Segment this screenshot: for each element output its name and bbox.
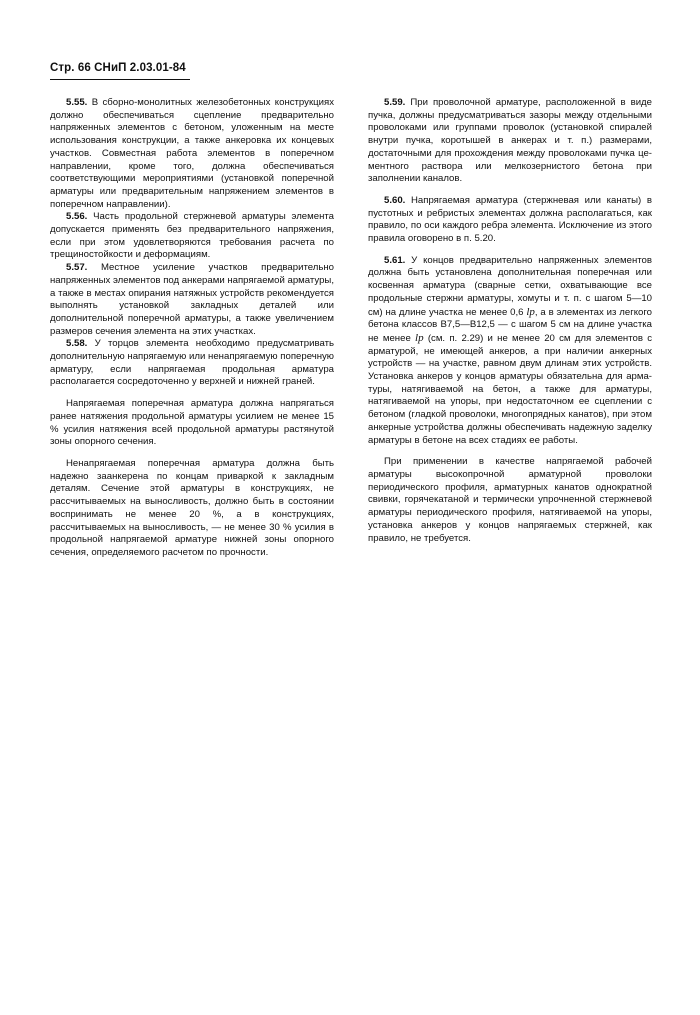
clause-text: В сборно-монолитных железобетонных конструкциях должно обеспечиваться сцепление предварительно напряженных элементов с бетоном, уложенным на месте использования конструкции, а также анкеровка их концевых участков. Совместная работа элементов в поперечном направлении, кроме того, должна обеспечиваться соответствующими мероприятиями (установкой поперечной арматуры или предварительным напряжением элементов в поперечном направлении). bbox=[50, 97, 334, 210]
paragraph-text: Ненапрягаемая поперечная арматура должна быть надежно заанкерена по концам приваркой к закладным деталям. Сечение этой арматуры в конструкциях, не рассчитываемых на выносливость, должно быть в состоянии воспринимать не менее 20 %, а в конструкциях, рассчитываемых на выносливость, — не менее 30 % усилия в продольной напрягаемой арматуре нижней зоны опорного сечения, определяемого расчетом по прочности. bbox=[50, 457, 334, 558]
clause-text: Напрягаемая арматура (стержневая или канаты) в пустотных и ребристых элементах должна располагаться, как правило, по оси каждого ребра элемента. Исключение из этого правила оговорено в п. 5.20. bbox=[368, 194, 652, 245]
clause-5-58 bbox=[50, 338, 334, 389]
clause-5-59 bbox=[368, 97, 652, 186]
header-underline bbox=[50, 79, 190, 80]
clause-number: 5.58. bbox=[66, 338, 88, 350]
clause-number: 5.57. bbox=[66, 262, 88, 274]
variable-lp: lp bbox=[415, 331, 424, 344]
clause-text-a: У концов предварительно напряженных элементов должна быть установлена дополнительная поперечная или косвенная арматура (сварные сетки, охватывающие все продольные стержни арматуры, хомуты и т. п. с шагом 5—10 см) на длине участка не менее 0,6 bbox=[368, 254, 652, 318]
page-header: Стр. 66 СНиП 2.03.01-84 bbox=[50, 62, 186, 74]
paragraph-nonprestressed-transverse bbox=[50, 458, 334, 560]
clause-number: 5.56. bbox=[66, 211, 88, 223]
clause-text-c: (см. п. 2.29) и не менее 20 см для элементов с арматурой, не имеющей анкеров, а при наличии анкерных устройств — на участке, равном двум длинам этих устройств. Установка анкеров у концов арматуры обязательна для арматуры, натягиваемой на бетон, а также для арматуры, натягиваемой на упоры, при недостаточном ее сцеплении с бетоном (гладкой проволоки, многопрядных канатов), при этом анкерные устройства должны обеспечивать надежную заделку арматуры в бетоне на всех стадиях ее работы. bbox=[368, 332, 652, 446]
clause-text: Часть продольной стержневой арматуры элемента допускается применять без предварительного напряжения, если при этом удовлетворяются требования расчета по трещиностойкости и деформациям. bbox=[50, 211, 334, 261]
left-column bbox=[50, 97, 334, 560]
clause-5-60 bbox=[368, 195, 652, 246]
clause-number: 5.61. bbox=[384, 254, 406, 266]
paragraph-prestressed-transverse bbox=[50, 398, 334, 449]
clause-5-57 bbox=[50, 262, 334, 338]
clause-5-61 bbox=[368, 255, 652, 448]
clause-text: При проволочной арматуре, расположенной в виде пучка, должны предусматриваться зазоры между отдельными проволоками или группами проволок (установкой спиралей внутри пучка, коротышей в анкерах и т. п.) размерами, достаточными для прохождения между проволоками пучка цементного раствора или мелкозернистого бетона при заполнении каналов. bbox=[368, 97, 652, 185]
clause-number: 5.55. bbox=[66, 97, 88, 108]
clause-number: 5.60. bbox=[384, 194, 406, 206]
clause-text: Местное усиление участков предварительно напряженных элементов под анкерами напрягаемой арматуры, а также в местах опирания натяжных устройств рекомендуется выполнять установкой закладных деталей или дополнительной поперечной арматуры, а также увеличением размеров сечения элемента на этих участках. bbox=[50, 262, 334, 337]
clause-text-b: , а в элементах из легкого бетона классов В7,5—В12,5 — с шагом 5 см на длине участка не менее bbox=[368, 306, 652, 344]
paragraph-high-strength-wire bbox=[368, 456, 652, 545]
clause-5-56 bbox=[50, 211, 334, 262]
clause-number: 5.59. bbox=[384, 97, 406, 108]
right-column bbox=[368, 97, 652, 545]
paragraph-text: Напрягаемая поперечная арматура должна напрягаться ранее натяжения продольной арматуры усилием не менее 15 % усилия натяжения всей продольной арматуры растянутой зоны опорного сечения. bbox=[50, 398, 334, 448]
variable-lp: lp bbox=[526, 305, 535, 318]
clause-text: У торцов элемента необходимо предусматривать дополнительную напрягаемую или ненапрягаемую поперечную арматуру, если напрягаемая продольная арматура располагается сосредоточенно у верхней и нижней граней. bbox=[50, 338, 334, 388]
clause-5-55 bbox=[50, 97, 334, 211]
paragraph-text: При применении в качестве напрягаемой рабочей арматуры высокопрочной арматурной проволоки периодического профиля, арматурных канатов однократной свивки, горячекатаной и термически упрочненной стержневой арматуры периодического профиля, натягиваемой на упоры, установка анкеров у концов напрягаемых стержней, как правило, не требуется. bbox=[368, 456, 652, 544]
